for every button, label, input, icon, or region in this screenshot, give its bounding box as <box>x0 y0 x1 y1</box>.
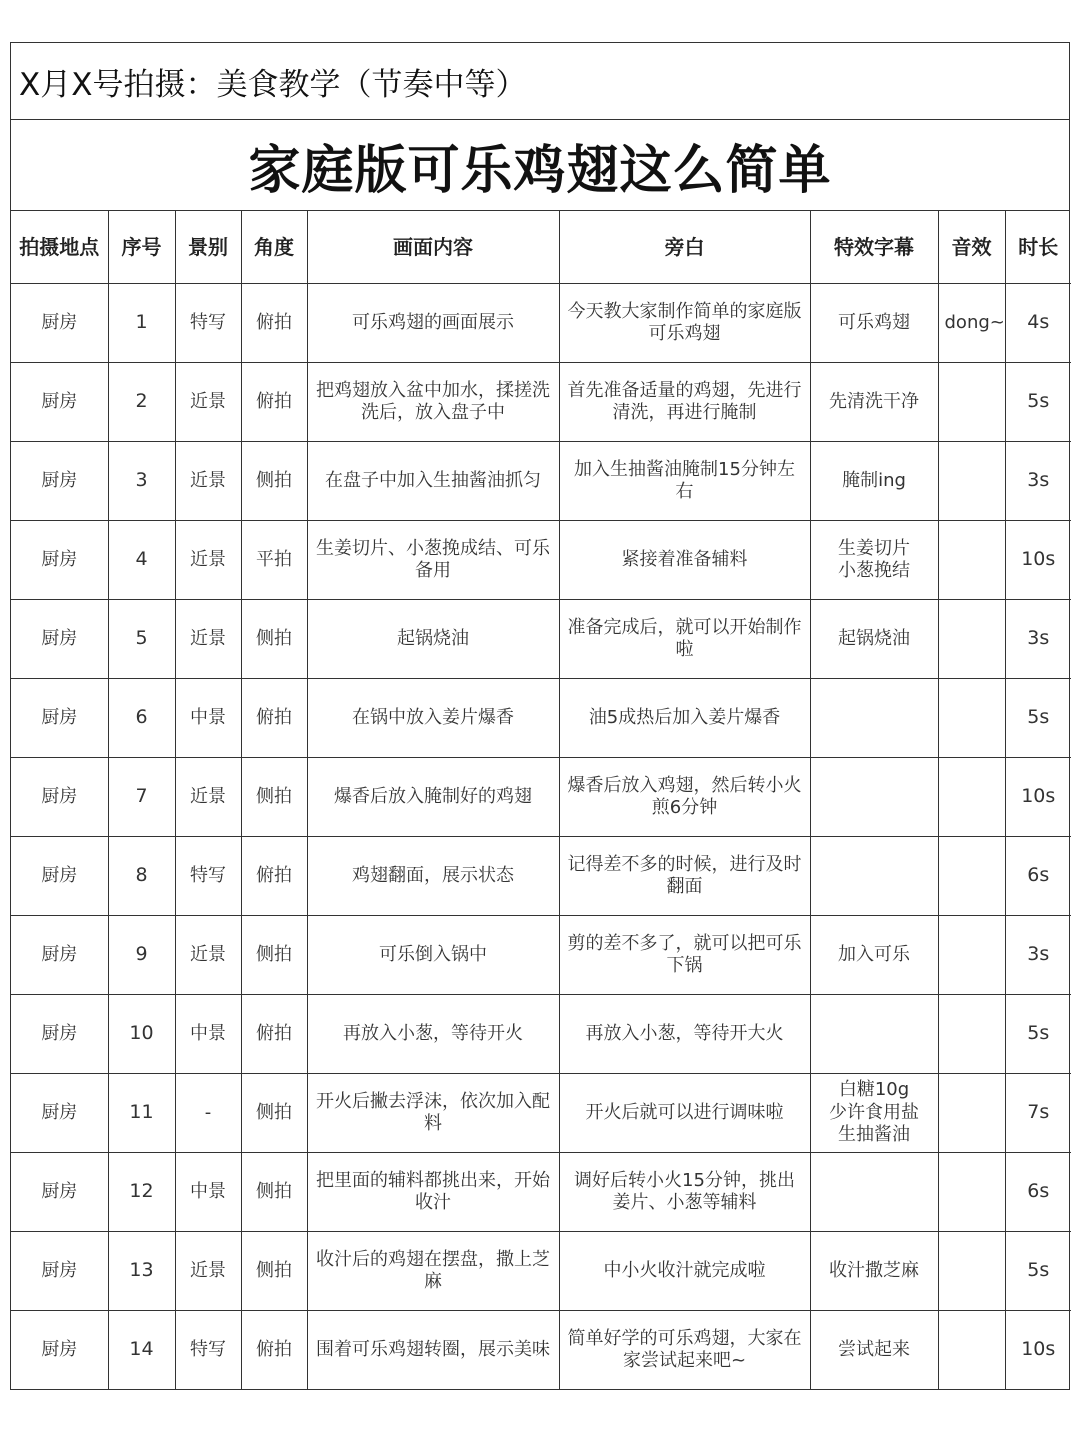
cell-content: 在锅中放入姜片爆香 <box>307 679 559 758</box>
column-header-subtitle: 特效字幕 <box>810 211 938 284</box>
cell-angle: 侧拍 <box>241 1074 307 1153</box>
cell-content: 再放入小葱，等待开火 <box>307 995 559 1074</box>
cell-content: 起锅烧油 <box>307 600 559 679</box>
cell-angle: 侧拍 <box>241 1153 307 1232</box>
cell-angle: 侧拍 <box>241 758 307 837</box>
cell-narration: 简单好学的可乐鸡翅，大家在家尝试起来吧~ <box>559 1311 810 1390</box>
cell-narration: 记得差不多的时候，进行及时翻面 <box>559 837 810 916</box>
cell-angle: 侧拍 <box>241 600 307 679</box>
cell-number: 9 <box>108 916 175 995</box>
cell-number: 12 <box>108 1153 175 1232</box>
cell-sound <box>938 521 1005 600</box>
cell-angle: 侧拍 <box>241 1232 307 1311</box>
table-row <box>11 1074 1071 1153</box>
cell-angle: 俯拍 <box>241 1311 307 1390</box>
cell-location: 厨房 <box>11 758 108 837</box>
cell-number: 6 <box>108 679 175 758</box>
cell-location: 厨房 <box>11 600 108 679</box>
cell-content: 围着可乐鸡翅转圈，展示美味 <box>307 1311 559 1390</box>
cell-angle: 侧拍 <box>241 916 307 995</box>
column-header-shot: 景别 <box>175 211 241 284</box>
cell-subtitle <box>810 758 938 837</box>
cell-location: 厨房 <box>11 1232 108 1311</box>
cell-location: 厨房 <box>11 1074 108 1153</box>
cell-duration: 5s <box>1005 1232 1071 1311</box>
table-row <box>11 600 1071 679</box>
column-header-angle: 角度 <box>241 211 307 284</box>
table-row <box>11 995 1071 1074</box>
cell-angle: 平拍 <box>241 521 307 600</box>
cell-number: 3 <box>108 442 175 521</box>
cell-duration: 6s <box>1005 837 1071 916</box>
cell-shot: - <box>175 1074 241 1153</box>
cell-location: 厨房 <box>11 916 108 995</box>
cell-narration: 准备完成后，就可以开始制作啦 <box>559 600 810 679</box>
table-body <box>11 284 1071 1390</box>
cell-subtitle: 生姜切片 小葱挽结 <box>810 521 938 600</box>
cell-shot: 近景 <box>175 600 241 679</box>
cell-content: 把里面的辅料都挑出来，开始收汁 <box>307 1153 559 1232</box>
cell-duration: 7s <box>1005 1074 1071 1153</box>
table-header-row <box>11 211 1071 284</box>
column-header-location: 拍摄地点 <box>11 211 108 284</box>
cell-angle: 侧拍 <box>241 442 307 521</box>
cell-number: 14 <box>108 1311 175 1390</box>
table-row <box>11 1153 1071 1232</box>
cell-number: 10 <box>108 995 175 1074</box>
cell-content: 开火后撇去浮沫，依次加入配料 <box>307 1074 559 1153</box>
cell-location: 厨房 <box>11 1311 108 1390</box>
cell-subtitle <box>810 995 938 1074</box>
cell-subtitle: 腌制ing <box>810 442 938 521</box>
column-header-content: 画面内容 <box>307 211 559 284</box>
cell-subtitle: 可乐鸡翅 <box>810 284 938 363</box>
cell-number: 2 <box>108 363 175 442</box>
cell-subtitle <box>810 837 938 916</box>
cell-location: 厨房 <box>11 679 108 758</box>
cell-number: 8 <box>108 837 175 916</box>
column-header-narration: 旁白 <box>559 211 810 284</box>
page-title: 家庭版可乐鸡翅这么简单 <box>11 120 1069 211</box>
cell-duration: 4s <box>1005 284 1071 363</box>
cell-location: 厨房 <box>11 284 108 363</box>
cell-content: 爆香后放入腌制好的鸡翅 <box>307 758 559 837</box>
table-row <box>11 916 1071 995</box>
cell-sound <box>938 916 1005 995</box>
cell-content: 在盘子中加入生抽酱油抓匀 <box>307 442 559 521</box>
cell-location: 厨房 <box>11 521 108 600</box>
cell-location: 厨房 <box>11 995 108 1074</box>
cell-duration: 3s <box>1005 600 1071 679</box>
cell-shot: 中景 <box>175 679 241 758</box>
cell-sound <box>938 1311 1005 1390</box>
cell-sound <box>938 363 1005 442</box>
shoot-info: X月X号拍摄：美食教学（节奏中等） <box>11 43 1069 120</box>
cell-sound <box>938 995 1005 1074</box>
table-row <box>11 1311 1071 1390</box>
cell-duration: 10s <box>1005 1311 1071 1390</box>
cell-duration: 10s <box>1005 758 1071 837</box>
cell-number: 7 <box>108 758 175 837</box>
cell-shot: 近景 <box>175 758 241 837</box>
cell-number: 4 <box>108 521 175 600</box>
cell-narration: 调好后转小火15分钟，挑出姜片、小葱等辅料 <box>559 1153 810 1232</box>
cell-subtitle: 白糖10g 少许食用盐 生抽酱油 <box>810 1074 938 1153</box>
cell-angle: 俯拍 <box>241 363 307 442</box>
cell-narration: 剪的差不多了，就可以把可乐下锅 <box>559 916 810 995</box>
cell-narration: 紧接着准备辅料 <box>559 521 810 600</box>
cell-sound <box>938 1232 1005 1311</box>
cell-narration: 再放入小葱，等待开大火 <box>559 995 810 1074</box>
cell-content: 生姜切片、小葱挽成结、可乐备用 <box>307 521 559 600</box>
cell-number: 11 <box>108 1074 175 1153</box>
cell-subtitle: 加入可乐 <box>810 916 938 995</box>
cell-shot: 近景 <box>175 1232 241 1311</box>
cell-shot: 近景 <box>175 442 241 521</box>
cell-sound: dong~ <box>938 284 1005 363</box>
cell-sound <box>938 600 1005 679</box>
table-row <box>11 1232 1071 1311</box>
cell-subtitle <box>810 1153 938 1232</box>
cell-narration: 加入生抽酱油腌制15分钟左右 <box>559 442 810 521</box>
cell-content: 收汁后的鸡翅在摆盘，撒上芝麻 <box>307 1232 559 1311</box>
cell-sound <box>938 442 1005 521</box>
cell-location: 厨房 <box>11 1153 108 1232</box>
cell-shot: 近景 <box>175 916 241 995</box>
cell-duration: 10s <box>1005 521 1071 600</box>
cell-duration: 3s <box>1005 916 1071 995</box>
cell-angle: 俯拍 <box>241 837 307 916</box>
cell-shot: 近景 <box>175 521 241 600</box>
cell-narration: 开火后就可以进行调味啦 <box>559 1074 810 1153</box>
cell-subtitle: 收汁撒芝麻 <box>810 1232 938 1311</box>
cell-number: 5 <box>108 600 175 679</box>
cell-shot: 特写 <box>175 837 241 916</box>
cell-shot: 中景 <box>175 995 241 1074</box>
table-row <box>11 758 1071 837</box>
cell-duration: 5s <box>1005 363 1071 442</box>
cell-duration: 6s <box>1005 1153 1071 1232</box>
cell-sound <box>938 1074 1005 1153</box>
cell-content: 把鸡翅放入盆中加水，揉搓洗洗后，放入盘子中 <box>307 363 559 442</box>
cell-sound <box>938 758 1005 837</box>
cell-narration: 今天教大家制作简单的家庭版可乐鸡翅 <box>559 284 810 363</box>
cell-content: 可乐鸡翅的画面展示 <box>307 284 559 363</box>
column-header-duration: 时长 <box>1005 211 1071 284</box>
cell-subtitle: 先清洗干净 <box>810 363 938 442</box>
cell-location: 厨房 <box>11 442 108 521</box>
cell-sound <box>938 679 1005 758</box>
cell-narration: 中小火收汁就完成啦 <box>559 1232 810 1311</box>
cell-subtitle: 起锅烧油 <box>810 600 938 679</box>
storyboard-sheet <box>10 42 1070 1390</box>
table-row <box>11 837 1071 916</box>
cell-content: 鸡翅翻面，展示状态 <box>307 837 559 916</box>
cell-number: 1 <box>108 284 175 363</box>
column-header-sound: 音效 <box>938 211 1005 284</box>
cell-shot: 中景 <box>175 1153 241 1232</box>
cell-subtitle <box>810 679 938 758</box>
table-row <box>11 679 1071 758</box>
cell-shot: 近景 <box>175 363 241 442</box>
column-header-number: 序号 <box>108 211 175 284</box>
cell-narration: 油5成热后加入姜片爆香 <box>559 679 810 758</box>
storyboard-table <box>11 211 1071 1389</box>
cell-duration: 3s <box>1005 442 1071 521</box>
table-row <box>11 442 1071 521</box>
cell-sound <box>938 837 1005 916</box>
cell-sound <box>938 1153 1005 1232</box>
cell-location: 厨房 <box>11 837 108 916</box>
cell-location: 厨房 <box>11 363 108 442</box>
cell-shot: 特写 <box>175 1311 241 1390</box>
cell-narration: 爆香后放入鸡翅，然后转小火煎6分钟 <box>559 758 810 837</box>
table-row <box>11 284 1071 363</box>
cell-shot: 特写 <box>175 284 241 363</box>
cell-narration: 首先准备适量的鸡翅，先进行清洗，再进行腌制 <box>559 363 810 442</box>
cell-angle: 俯拍 <box>241 679 307 758</box>
cell-angle: 俯拍 <box>241 284 307 363</box>
cell-duration: 5s <box>1005 995 1071 1074</box>
table-row <box>11 363 1071 442</box>
cell-content: 可乐倒入锅中 <box>307 916 559 995</box>
cell-angle: 俯拍 <box>241 995 307 1074</box>
cell-number: 13 <box>108 1232 175 1311</box>
cell-subtitle: 尝试起来 <box>810 1311 938 1390</box>
cell-duration: 5s <box>1005 679 1071 758</box>
table-row <box>11 521 1071 600</box>
